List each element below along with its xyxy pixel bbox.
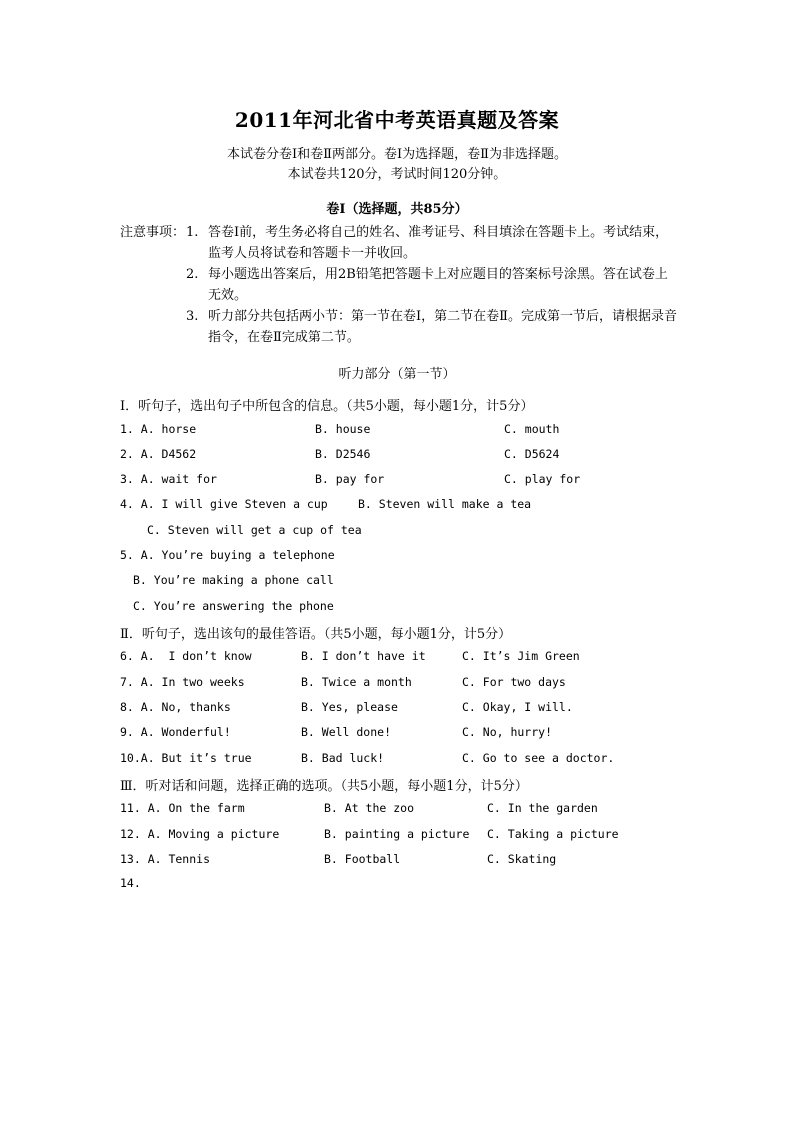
question-6-option-b: B. I don’t have it	[301, 649, 426, 663]
notes-block	[120, 222, 680, 348]
question-9-option-b: B. Well done!	[301, 725, 392, 739]
note-text: 答卷Ⅰ前，考生务必将自己的姓名、准考证号、科目填涂在答题卡上。考试结束，监考人员将试卷和答题卡一并收回。	[208, 225, 669, 261]
question-5-option-a: 5. A. You’re buying a telephone	[120, 548, 335, 562]
note-number: 3.	[186, 309, 199, 324]
question-2-option-a: 2. A. D4562	[120, 447, 197, 461]
question-9-option-a: 9. A. Wonderful!	[120, 725, 231, 739]
part-3-heading: Ⅲ．听对话和问题，选择正确的选项。（共5小题，每小题1分，计5分）	[120, 779, 528, 794]
question-12-option-a: 12. A. Moving a picture	[120, 827, 280, 841]
question-11-option-a: 11. A. On the farm	[120, 801, 245, 815]
listening-title: 听力部分（第一节）	[338, 367, 456, 382]
question-11-option-c: C. In the garden	[487, 801, 598, 815]
question-7-option-a: 7. A. In two weeks	[120, 675, 245, 689]
notes-label: 注意事项：	[120, 225, 186, 240]
note-item	[120, 264, 680, 306]
note-text: 每小题选出答案后，用2B铅笔把答题卡上对应题目的答案标号涂黑。答在试卷上无效。	[208, 267, 668, 303]
question-8-option-a: 8. A. No, thanks	[120, 700, 231, 714]
question-12-option-c: C. Taking a picture	[487, 827, 619, 841]
intro-line-1: 本试卷分卷Ⅰ和卷Ⅱ两部分。卷Ⅰ为选择题，卷Ⅱ为非选择题。	[227, 147, 567, 162]
note-item	[120, 306, 680, 348]
note-text: 听力部分共包括两小节：第一节在卷Ⅰ，第二节在卷Ⅱ。完成第一节后，请根据录音指令，在卷Ⅱ完成第二节。	[208, 309, 677, 345]
question-5-option-c: C. You’re answering the phone	[133, 599, 334, 613]
question-7-option-c: C. For two days	[462, 675, 566, 689]
part-2-heading: Ⅱ．听句子，选出该句的最佳答语。（共5小题，每小题1分，计5分）	[120, 627, 512, 642]
question-3-option-b: B. pay for	[315, 472, 385, 486]
question-10-option-b: B. Bad luck!	[301, 751, 385, 765]
question-3-option-c: C. play for	[504, 472, 581, 486]
question-14-number: 14.	[120, 876, 141, 890]
question-2-option-b: B. D2546	[315, 447, 371, 461]
intro-line-2: 本试卷共120分，考试时间120分钟。	[287, 167, 507, 182]
page-title: 2011年河北省中考英语真题及答案	[234, 108, 560, 132]
note-number: 2.	[186, 267, 199, 282]
note-item	[120, 222, 680, 264]
question-4-option-a: 4. A. I will give Steven a cup	[120, 497, 328, 511]
note-number: 1.	[186, 225, 199, 240]
question-7-option-b: B. Twice a month	[301, 675, 412, 689]
question-10-option-c: C. Go to see a doctor.	[462, 751, 615, 765]
question-5-option-b: B. You’re making a phone call	[133, 573, 334, 587]
part-1-heading: Ⅰ．听句子，选出句子中所包含的信息。（共5小题，每小题1分，计5分）	[120, 399, 534, 414]
question-8-option-c: C. Okay, I will.	[462, 700, 573, 714]
question-6-option-a: 6. A. I don’t know	[120, 649, 252, 663]
question-4-option-b: B. Steven will make a tea	[358, 497, 532, 511]
question-1-option-c: C. mouth	[504, 422, 560, 436]
question-9-option-c: C. No, hurry!	[462, 725, 553, 739]
question-13-option-b: B. Football	[324, 852, 401, 866]
question-3-option-a: 3. A. wait for	[120, 472, 217, 486]
question-13-option-c: C. Skating	[487, 852, 557, 866]
question-1-option-a: 1. A. horse	[120, 422, 197, 436]
question-12-option-b: B. painting a picture	[324, 827, 470, 841]
question-6-option-c: C. It’s Jim Green	[462, 649, 580, 663]
question-4-option-c: C. Steven will get a cup of tea	[147, 523, 362, 537]
question-11-option-b: B. At the zoo	[324, 801, 415, 815]
question-13-option-a: 13. A. Tennis	[120, 852, 211, 866]
question-10-option-a: 10.A. But it’s true	[120, 751, 252, 765]
question-1-option-b: B. house	[315, 422, 371, 436]
question-2-option-c: C. D5624	[504, 447, 560, 461]
section-1-title: 卷Ⅰ（选择题，共85分）	[326, 202, 468, 217]
question-8-option-b: B. Yes, please	[301, 700, 398, 714]
